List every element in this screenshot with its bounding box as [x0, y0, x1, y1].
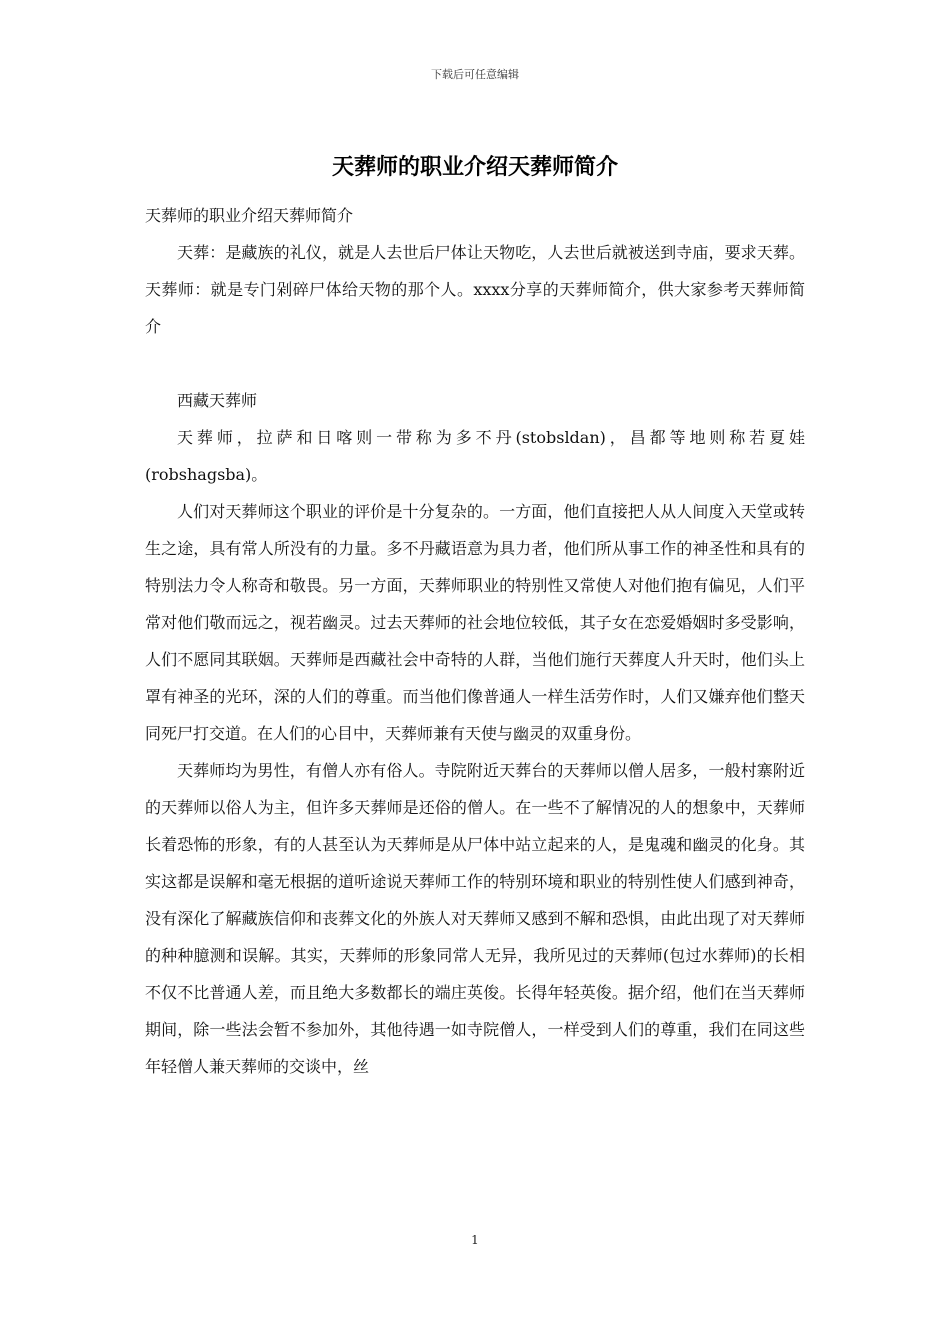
document-subtitle: 天葬师的职业介绍天葬师简介 — [145, 206, 354, 225]
document-title: 天葬师的职业介绍天葬师简介 — [331, 154, 618, 180]
paragraph: 人们对天葬师这个职业的评价是十分复杂的。一方面，他们直接把人从人间度入天堂或转生之途，具有常人所没有的力量。多不丹藏语意为具力者，他们所从事工作的神圣性和具有的特别法力令人称奇和敬畏。另一方面，天葬师职业的特别性又常使人对他们抱有偏见，人们平常对他们敬而远之，视若幽灵。过去天葬师的社会地位较低，其子女在恋爱婚姻时多受影响，人们不愿同其联姻。天葬师是西藏社会中奇特的人群，当他们施行天葬度人升天时，他们头上罩有神圣的光环，深的人们的尊重。而当他们像普通人一样生活劳作时，人们又嫌弃他们整天同死尸打交道。在人们的心目中，天葬师兼有天使与幽灵的双重身份。 — [145, 502, 805, 743]
document-body — [145, 197, 805, 1085]
header-note: 下载后可任意编辑 — [431, 68, 519, 81]
section-heading: 西藏天葬师 — [177, 391, 258, 410]
paragraph: 天葬师，拉萨和日喀则一带称为多不丹(stobsldan)，昌都等地则称若夏娃(robshagsba)。 — [145, 428, 805, 484]
page-number: 1 — [471, 1233, 479, 1247]
paragraph-intro: 天葬：是藏族的礼仪，就是人去世后尸体让天物吃，人去世后就被送到寺庙，要求天葬。天葬师：就是专门剁碎尸体给天物的那个人。xxxx分享的天葬师简介，供大家参考天葬师简介 — [145, 243, 805, 336]
paragraph: 天葬师均为男性，有僧人亦有俗人。寺院附近天葬台的天葬师以僧人居多，一般村寨附近的天葬师以俗人为主，但许多天葬师是还俗的僧人。在一些不了解情况的人的想象中，天葬师长着恐怖的形象，有的人甚至认为天葬师是从尸体中站立起来的人，是鬼魂和幽灵的化身。其实这都是误解和毫无根据的道听途说天葬师工作的特别环境和职业的特别性使人们感到神奇，没有深化了解藏族信仰和丧葬文化的外族人对天葬师又感到不解和恐惧，由此出现了对天葬师的种种臆测和误解。其实，天葬师的形象同常人无异，我所见过的天葬师(包过水葬师)的长相不仅不比普通人差，而且绝大多数都长的端庄英俊。长得年轻英俊。据介绍，他们在当天葬师期间，除一些法会暂不参加外，其他待遇一如寺院僧人，一样受到人们的尊重，我们在同这些年轻僧人兼天葬师的交谈中，丝 — [145, 761, 805, 1076]
